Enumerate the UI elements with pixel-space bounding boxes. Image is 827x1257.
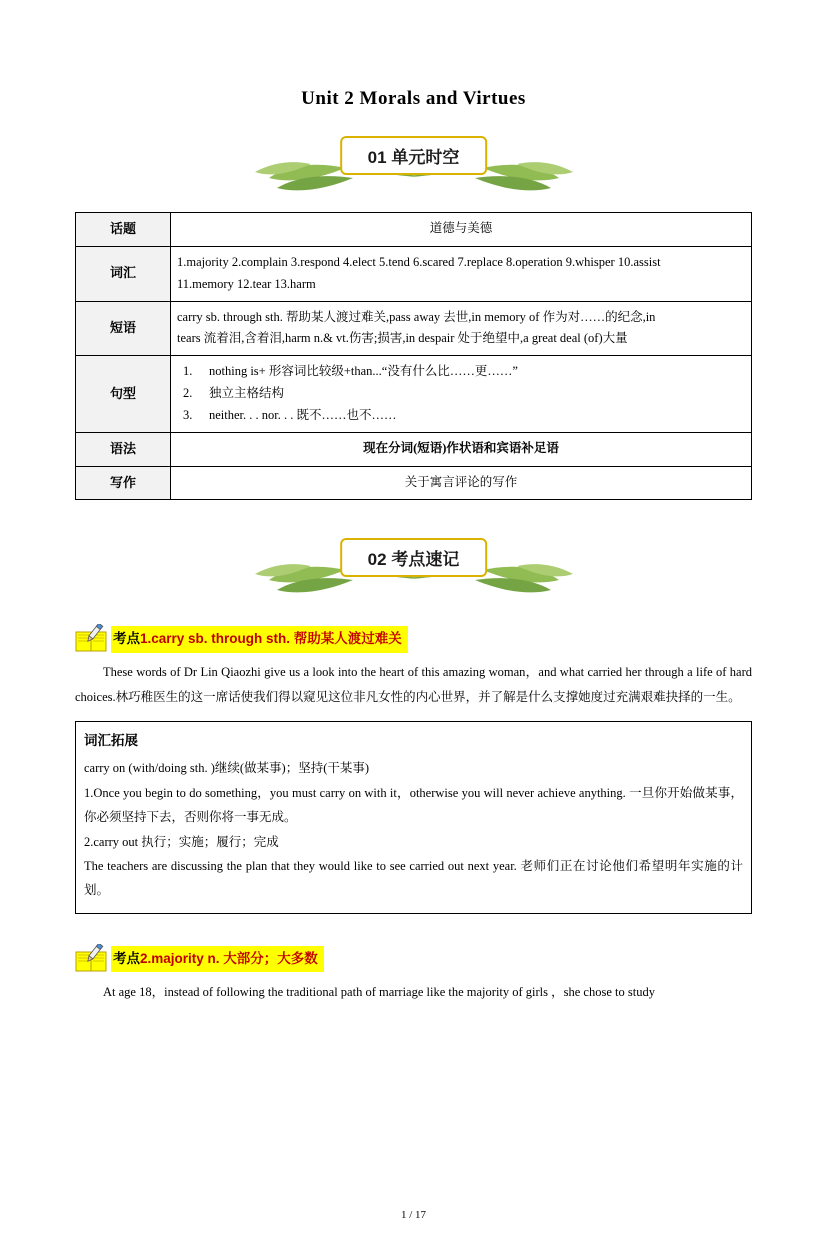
- item-text: neither. . . nor. . . 既不……也不……: [209, 408, 397, 422]
- unit-overview-table: [75, 212, 752, 500]
- keypoint-body: 2.majority n. 大部分；大多数: [140, 950, 318, 966]
- keypoint-1-paragraph: These words of Dr Lin Qiaozhi give us a look into the heart of this amazing woman，and what carried her through a life of hard choices.林巧稚医生的这一席话使我们得以窥见这位非凡女性的内心世界，并了解是什么支撑她度过充满艰难抉择的一生。: [75, 665, 752, 704]
- item-index: 2.: [183, 386, 193, 401]
- table-row: [76, 301, 752, 356]
- item-index: 3.: [183, 408, 193, 422]
- expansion-line: 1.Once you begin to do something，you must carry on with it，otherwise you will never achieve anything. 一旦你开始做某事，你必须坚持下去，否则你将一事无成。: [84, 785, 743, 825]
- section-banner-02: [75, 534, 752, 598]
- sentence-pattern-item: [177, 405, 745, 427]
- row-label-topic: 话题: [76, 213, 171, 247]
- row-label-writing: 写作: [76, 466, 171, 500]
- item-text: nothing is+ 形容词比较级+than...“没有什么比……更……”: [209, 364, 518, 379]
- table-row: [76, 246, 752, 301]
- document-page: [0, 88, 827, 1257]
- section-banner-02-label: [340, 538, 488, 577]
- table-row: [76, 356, 752, 433]
- item-index: 1.: [183, 364, 193, 379]
- section-label: 考点速记: [391, 550, 460, 570]
- table-row: [76, 432, 752, 466]
- keypoint-label: 考点: [113, 950, 140, 966]
- sentence-pattern-item: [177, 383, 745, 405]
- book-pencil-icon: [75, 944, 109, 974]
- keypoint-header-1: [75, 624, 752, 654]
- vocabulary-line-1: 1.majority 2.complain 3.respond 4.elect 5.tend 6.scared 7.replace 8.operation 9.whisper 10.assist: [177, 254, 661, 269]
- keypoint-label: 考点: [113, 631, 140, 647]
- section-number: 01: [367, 148, 387, 167]
- row-value-topic: 道德与美德: [171, 213, 752, 247]
- keypoint-2-paragraph: At age 18，instead of following the traditional path of marriage like the majority of girls ，she chose to study: [103, 984, 655, 999]
- expansion-title: 词汇拓展: [84, 733, 138, 749]
- section-banner-01-label: [340, 136, 488, 175]
- keypoint-2-text: [111, 946, 324, 972]
- expansion-line: The teachers are discussing the plan that they would like to see carried out next year. 老师们正在讨论他们希望明年实施的计划。: [84, 858, 743, 898]
- table-row: [76, 213, 752, 247]
- vocabulary-expansion-box-1: [75, 721, 752, 914]
- item-text: 独立主格结构: [209, 386, 285, 401]
- section-label: 单元时空: [391, 148, 460, 167]
- row-value-phrases: [171, 301, 752, 356]
- expansion-line: 2.carry out 执行；实施；履行；完成: [84, 834, 279, 849]
- section-banner-01: [75, 132, 752, 196]
- page-number: 1 / 17: [400, 1209, 427, 1221]
- row-value-grammar: 现在分词(短语)作状语和宾语补足语: [171, 432, 752, 466]
- table-row: [76, 466, 752, 500]
- expansion-line: carry on (with/doing sth. )继续(做某事)；坚持(干某事): [84, 761, 370, 776]
- vocabulary-line-2: 11.memory 12.tear 13.harm: [177, 276, 316, 291]
- row-label-vocabulary: 词汇: [76, 246, 171, 301]
- row-value-sentence-patterns: [171, 356, 752, 433]
- keypoint-header-2: [75, 944, 752, 974]
- row-label-phrases: 短语: [76, 301, 171, 356]
- keypoint-body: 1.carry sb. through sth. 帮助某人渡过难关: [140, 631, 402, 647]
- row-label-grammar: 语法: [76, 432, 171, 466]
- keypoint-1-text: [111, 626, 408, 652]
- row-label-sentence-patterns: 句型: [76, 356, 171, 433]
- phrases-line-1: carry sb. through sth. 帮助某人渡过难关,pass away 去世,in memory of 作为对……的纪念,in: [177, 309, 656, 324]
- section-number: 02: [367, 550, 387, 570]
- sentence-pattern-item: [177, 361, 745, 383]
- row-value-vocabulary: [171, 246, 752, 301]
- row-value-writing: 关于寓言评论的写作: [171, 466, 752, 500]
- book-pencil-icon: [75, 624, 109, 654]
- page-title: Unit 2 Morals and Virtues: [301, 88, 526, 109]
- phrases-line-2: tears 流着泪,含着泪,harm n.& vt.伤害;损害,in despair 处于绝望中,a great deal (of)大量: [177, 331, 628, 346]
